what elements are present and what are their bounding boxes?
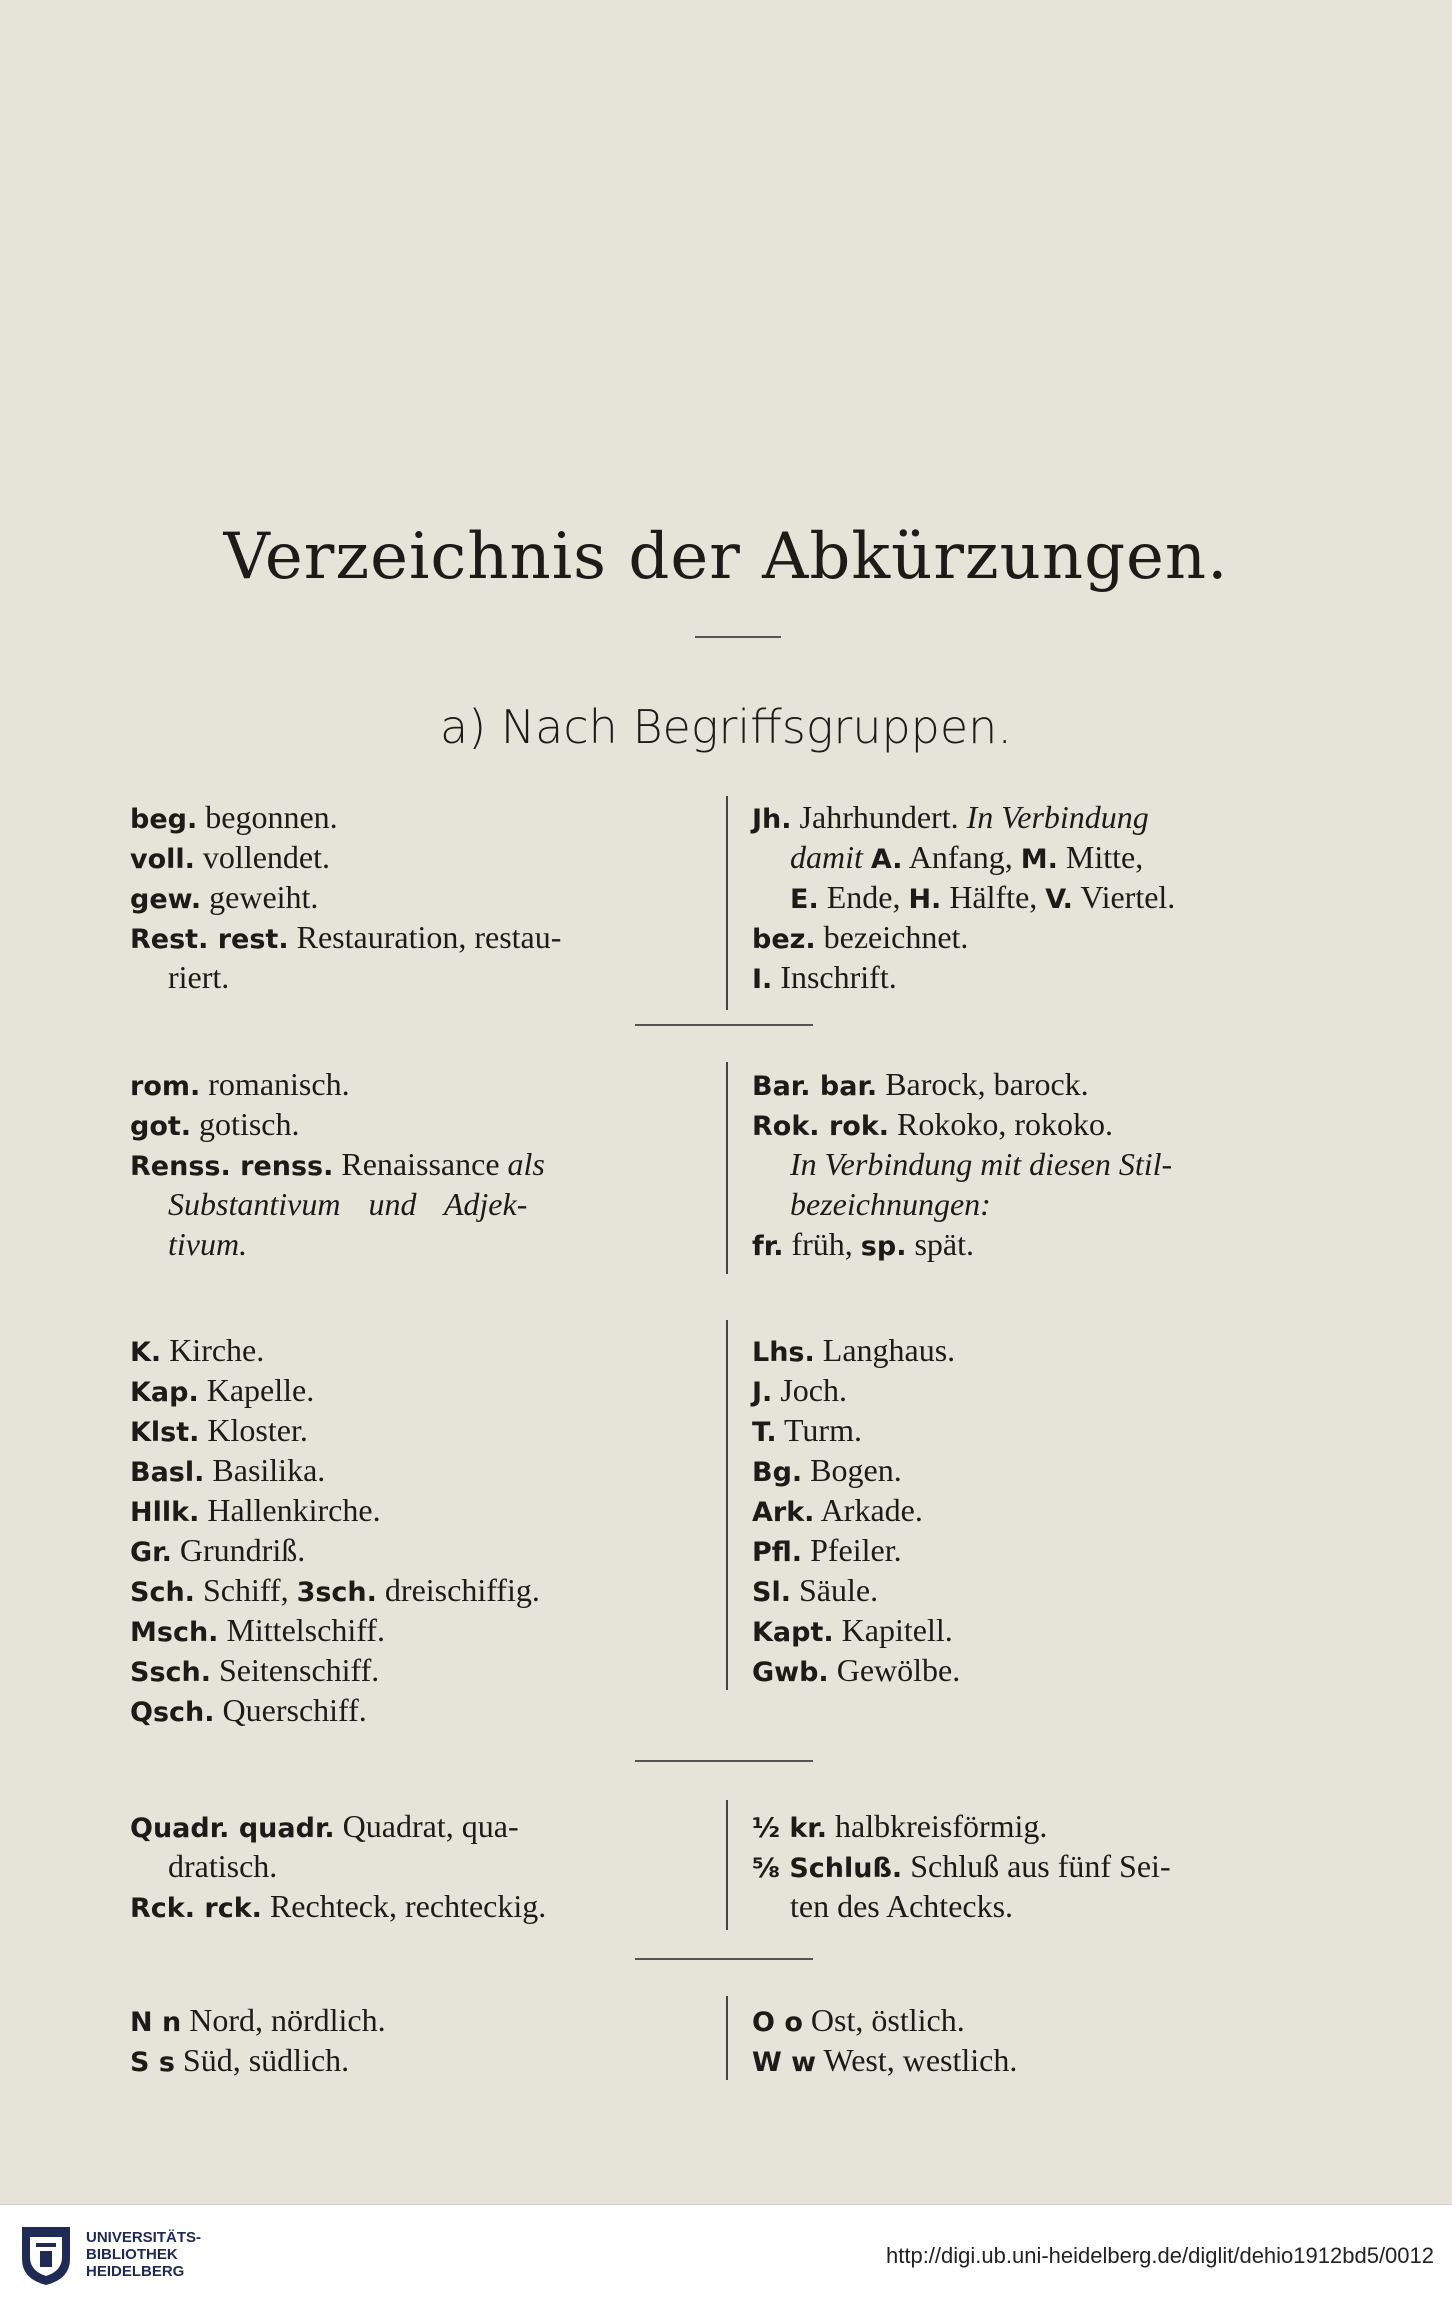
abbr-entry: O o Ost, östlich. [752,2002,965,2038]
abbr-entry: Kapt. Kapitell. [752,1612,953,1648]
abbr-entry: T. Turm. [752,1412,862,1448]
abbr-entry: got. gotisch. [130,1106,300,1142]
column-divider [726,1996,728,2080]
abbr-entry: Klst. Kloster. [130,1412,308,1448]
section-heading: a) Nach Begriffsgruppen. [440,700,1012,754]
column-divider [726,1800,728,1930]
university-seal-icon [18,2223,74,2287]
group-divider [635,1760,813,1762]
abbr-entry: W w West, westlich. [752,2042,1018,2078]
abbr-entry: Lhs. Langhaus. [752,1332,956,1368]
group-divider [635,1024,813,1026]
column-divider [726,796,728,1010]
abbr-entry: Hllk. Hallenkirche. [130,1492,381,1528]
abbr-entry: Sl. Säule. [752,1572,879,1608]
permalink-url[interactable]: http://digi.ub.uni-heidelberg.de/diglit/dehio1912bd5/0012 [886,2243,1434,2268]
group-divider [635,1958,813,1960]
title-divider [695,636,781,638]
abbr-entry-continuation: riert. [168,959,230,995]
abbr-entry: I. Inschrift. [752,959,897,995]
abbr-entry: Sch. Schiff, 3sch. dreischiffig. [130,1572,540,1608]
abbr-entry: S s Süd, südlich. [130,2042,350,2078]
abbr-entry: Rest. rest. Restauration, restau- [130,919,562,955]
abbr-entry: Bar. bar. Barock, barock. [752,1066,1089,1102]
library-name: UNIVERSITÄTS- BIBLIOTHEK HEIDELBERG [86,2229,202,2280]
abbr-entry: Ssch. Seitenschiff. [130,1652,380,1688]
abbr-entry: Pfl. Pfeiler. [752,1532,902,1568]
abbr-entry: K. Kirche. [130,1332,265,1368]
abbr-entry: Ark. Arkade. [752,1492,923,1528]
abbr-entry: beg. begonnen. [130,799,338,835]
abbr-entry: ½ kr. halbkreisförmig. [752,1808,1048,1844]
abbr-entry-continuation: ten des Achtecks. [790,1888,1014,1924]
abbr-entry: bez. bezeichnet. [752,919,969,955]
abbr-entry: rom. romanisch. [130,1066,350,1102]
abbr-entry: J. Joch. [752,1372,847,1408]
abbr-entry: gew. geweiht. [130,879,319,915]
abbr-entry: Quadr. quadr. Quadrat, qua- [130,1808,519,1844]
abbr-entry: N n Nord, nördlich. [130,2002,386,2038]
abbr-entry: Basl. Basilika. [130,1452,326,1488]
abbr-entry: Jh. Jahrhundert. In Verbindung [752,799,1149,835]
abbr-entry: Kap. Kapelle. [130,1372,315,1408]
page-title: Verzeichnis der Abkürzungen. [223,520,1229,594]
abbr-entry-continuation: tivum. [168,1226,248,1262]
abbr-entry: Qsch. Querschiff. [130,1692,367,1728]
abbr-entry: Gr. Grundriß. [130,1532,306,1568]
abbr-entry: Bg. Bogen. [752,1452,902,1488]
abbr-entry: Gwb. Gewölbe. [752,1652,961,1688]
abbr-entry: Renss. renss. Renaissance als [130,1146,545,1182]
abbr-note: In Verbindung mit diesen Stil- [790,1146,1173,1182]
abbr-entry: Msch. Mittelschiff. [130,1612,385,1648]
abbr-entry-continuation: Substantivum und Adjek- [168,1186,528,1222]
column-divider [726,1320,728,1690]
abbr-entry: fr. früh, sp. spät. [752,1226,974,1262]
abbr-entry-continuation: dratisch. [168,1848,278,1884]
column-divider [726,1062,728,1274]
abbr-entry-continuation: E. Ende, H. Hälfte, V. Viertel. [790,879,1176,915]
abbr-entry: ⅝ Schluß. Schluß aus fünf Sei- [752,1848,1171,1884]
abbr-entry-continuation: damit A. Anfang, M. Mitte, [790,839,1144,875]
abbr-entry: Rok. rok. Rokoko, rokoko. [752,1106,1114,1142]
viewer-footer [0,2204,1452,2307]
abbr-entry: voll. vollendet. [130,839,330,875]
abbr-entry: Rck. rck. Rechteck, rechteckig. [130,1888,547,1924]
abbr-note: bezeichnungen: [790,1186,991,1222]
